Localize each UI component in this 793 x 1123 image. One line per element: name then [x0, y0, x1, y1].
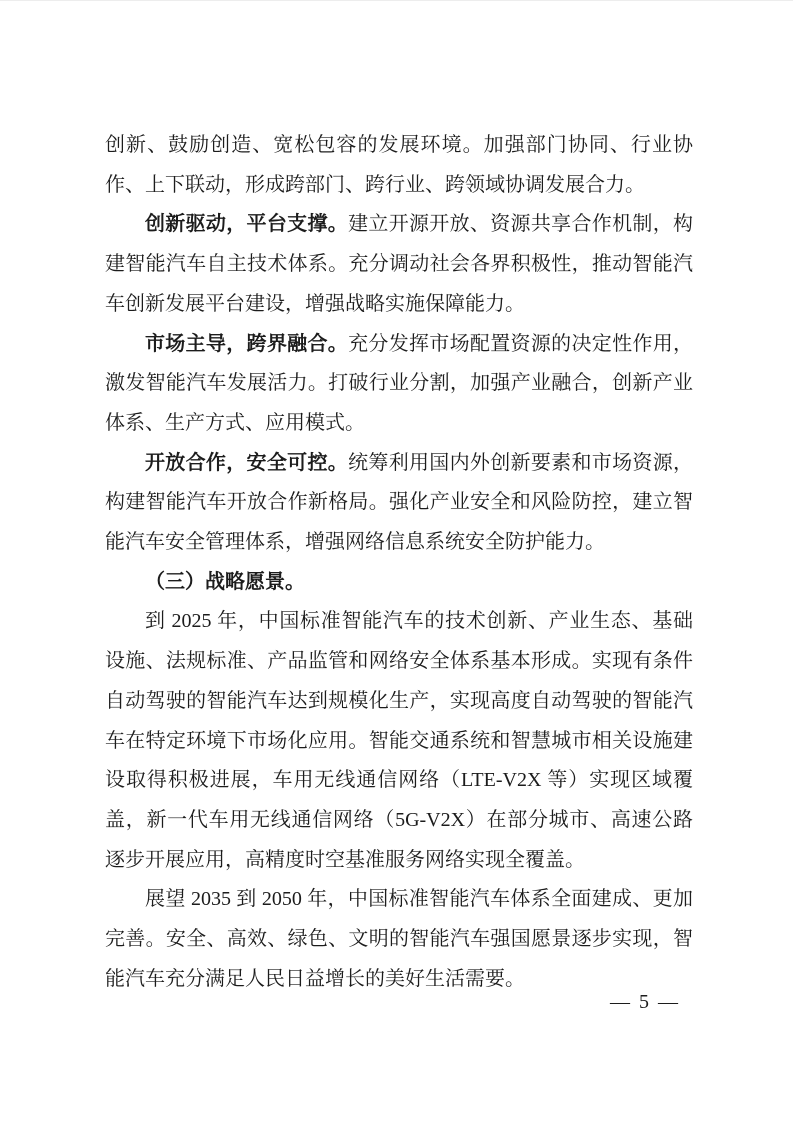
- paragraph-text: 充分发挥市场配置资源的决定性作用，激发智能汽车发展活力。打破行业分割，加强产业融合，创新产业体系、生产方式、应用模式。: [105, 332, 694, 434]
- paragraph-lead: 创新驱动，平台支撑。: [145, 213, 349, 236]
- paragraph: [105, 444, 693, 563]
- paragraph-lead: 开放合作，安全可控。: [145, 451, 349, 474]
- paragraph: [105, 880, 693, 999]
- document-body: [105, 126, 693, 999]
- page-number: — 5 —: [610, 991, 680, 1013]
- paragraph-lead: 市场主导，跨界融合。: [145, 332, 349, 355]
- paragraph-text: 统筹利用国内外创新要素和市场资源，构建智能汽车开放合作新格局。强化产业安全和风险防控，建立智能汽车安全管理体系，增强网络信息系统安全防护能力。: [105, 451, 694, 554]
- paragraph: [105, 126, 693, 205]
- paragraph: [105, 325, 693, 444]
- paragraph: [105, 205, 693, 324]
- paragraph: [105, 602, 693, 880]
- paragraph-text: 到 2025 年，中国标准智能汽车的技术创新、产业生态、基础设施、法规标准、产品监管和网络安全体系基本形成。实现有条件自动驾驶的智能汽车达到规模化生产，实现高度自动驾驶的智能汽车在特定环境下市场化应用。智能交通系统和智慧城市相关设施建设取得积极进展，车用无线通信网络（LTE-V2X 等）实现区域覆盖，新一代车用无线通信网络（5G-V2X）在部分城市、高速公路逐步开展应用，高精度时空基准服务网络实现全覆盖。: [105, 610, 693, 871]
- paragraph-text: 创新、鼓励创造、宽松包容的发展环境。加强部门协同、行业协作、上下联动，形成跨部门、跨行业、跨领域协调发展合力。: [105, 134, 693, 196]
- section-heading-text: （三）战略愿景。: [145, 570, 305, 593]
- section-heading: [105, 563, 693, 603]
- paragraph-text: 建立开源开放、资源共享合作机制，构建智能汽车自主技术体系。充分调动社会各界积极性，推动智能汽车创新发展平台建设，增强战略实施保障能力。: [105, 213, 694, 315]
- paragraph-text: 展望 2035 到 2050 年，中国标准智能汽车体系全面建成、更加完善。安全、高效、绿色、文明的智能汽车强国愿景逐步实现，智能汽车充分满足人民日益增长的美好生活需要。: [105, 888, 693, 990]
